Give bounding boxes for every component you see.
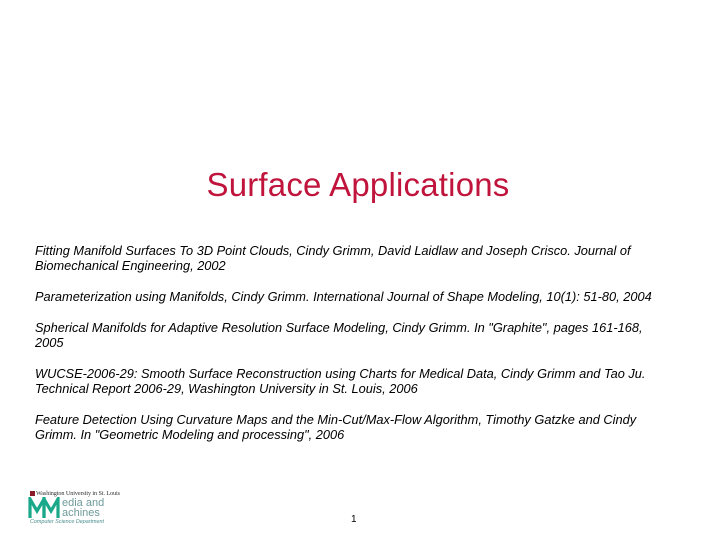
logo-text-machines: achines [62,507,100,519]
logo-text-media: edia and [62,497,105,509]
reference-item: Parameterization using Manifolds, Cindy Grimm. International Journal of Shape Modeling, 10(1): 51-80, 2004 [35,289,652,304]
mm-monogram-icon [28,497,62,519]
reference-item: WUCSE-2006-29: Smooth Surface Reconstruction using Charts for Medical Data, Cindy Grimm and Tao Ju. Technical Report 2006-29, Washington University in St. Louis, 2006 [35,366,646,396]
slide-title: Surface Applications [206,166,510,203]
reference-item: Feature Detection Using Curvature Maps and the Min-Cut/Max-Flow Algorithm, Timothy Gatzke and Cindy Grimm. In "Geometric Modeling and processing", 2006 [35,412,637,442]
media-and-machines-logo [28,490,124,526]
university-seal-icon [30,491,35,496]
reference-item: Spherical Manifolds for Adaptive Resolution Surface Modeling, Cindy Grimm. In "Graphite", pages 161-168, 2005 [35,320,643,350]
reference-list [35,243,665,458]
department-label: Computer Science Department [30,519,105,525]
page-number: 1 [351,514,357,525]
university-wordmark: Washington University in St. Louis [30,490,120,497]
reference-item: Fitting Manifold Surfaces To 3D Point Clouds, Cindy Grimm, David Laidlaw and Joseph Crisco. Journal of Biomechanical Engineering, 2002 [35,243,631,273]
